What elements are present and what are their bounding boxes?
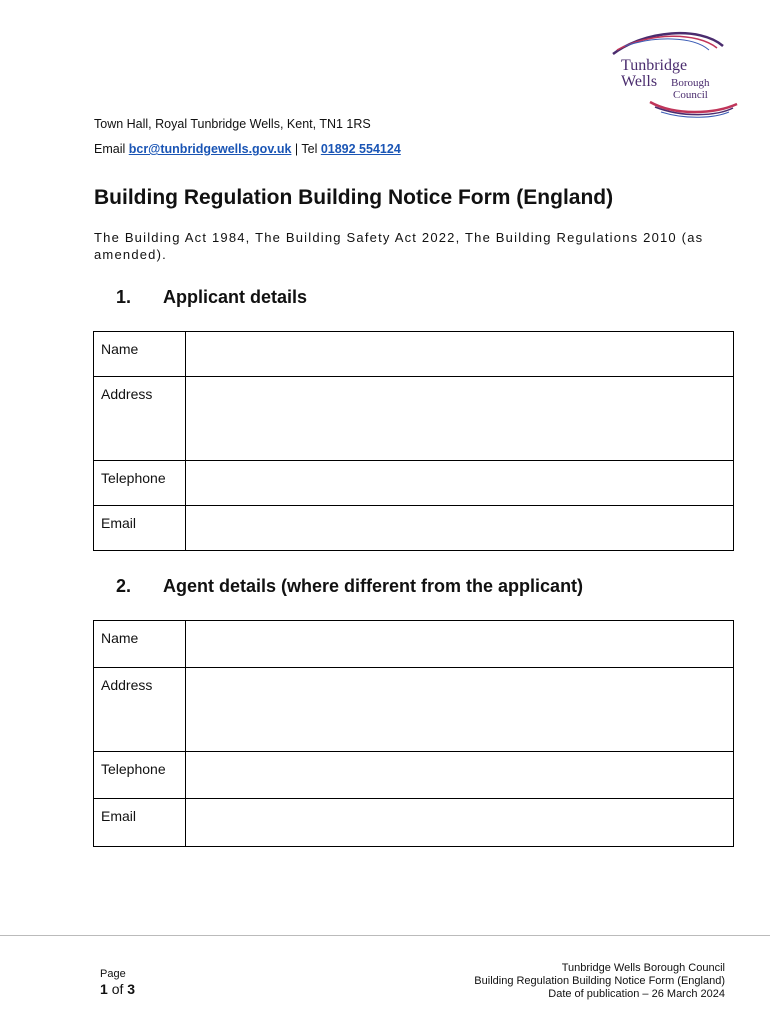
- field-label-name: Name: [94, 332, 186, 377]
- logo-text-borough: Borough: [671, 77, 710, 89]
- table-row: [94, 461, 734, 506]
- intro-text: The Building Act 1984, The Building Safety Act 2022, The Building Regulations 2010 (as amended).: [94, 230, 704, 262]
- field-label-telephone: Telephone: [94, 461, 186, 506]
- page-of: of: [111, 981, 124, 997]
- applicant-name-field[interactable]: [186, 332, 734, 377]
- council-logo: [605, 28, 745, 120]
- agent-name-field[interactable]: [186, 621, 734, 668]
- agent-telephone-field[interactable]: [186, 752, 734, 799]
- table-row: [94, 621, 734, 668]
- footer-divider: [0, 935, 770, 936]
- applicant-email-field[interactable]: [186, 506, 734, 551]
- table-row: [94, 377, 734, 461]
- page-label: Page: [100, 968, 126, 980]
- telephone-link[interactable]: 01892 554124: [320, 142, 401, 156]
- field-label-email: Email: [94, 506, 186, 551]
- contact-line: [94, 142, 401, 156]
- tel-prefix: | Tel: [291, 142, 321, 156]
- logo-text-line1: Tunbridge: [621, 57, 688, 74]
- logo-text-line2: Wells: [621, 73, 658, 90]
- field-label-address: Address: [94, 377, 186, 461]
- table-row: [94, 506, 734, 551]
- footer-info: [474, 962, 725, 1001]
- applicant-address-field[interactable]: [186, 377, 734, 461]
- footer-document-title: Building Regulation Building Notice Form (England): [474, 975, 725, 987]
- section-1-title: Applicant details: [163, 287, 308, 307]
- table-row: [94, 332, 734, 377]
- applicant-details-table: [93, 331, 734, 551]
- council-address: Town Hall, Royal Tunbridge Wells, Kent, TN1 1RS: [94, 117, 371, 131]
- page-counter: [100, 981, 135, 997]
- field-label-telephone: Telephone: [94, 752, 186, 799]
- email-link[interactable]: bcr@tunbridgewells.gov.uk: [128, 142, 292, 156]
- section-1-number: 1.: [116, 287, 132, 307]
- footer-org: Tunbridge Wells Borough Council: [561, 962, 725, 974]
- table-row: [94, 799, 734, 847]
- field-label-address: Address: [94, 668, 186, 752]
- section-2-number: 2.: [116, 576, 132, 596]
- page-title: Building Regulation Building Notice Form (England): [94, 186, 614, 209]
- field-label-email: Email: [94, 799, 186, 847]
- applicant-telephone-field[interactable]: [186, 461, 734, 506]
- agent-email-field[interactable]: [186, 799, 734, 847]
- agent-address-field[interactable]: [186, 668, 734, 752]
- section-2-title: Agent details (where different from the applicant): [163, 576, 584, 596]
- table-row: [94, 752, 734, 799]
- logo-text-council: Council: [673, 89, 708, 101]
- table-row: [94, 668, 734, 752]
- page-current: 1: [100, 981, 108, 997]
- agent-details-table: [93, 620, 734, 847]
- footer-publication-date: Date of publication – 26 March 2024: [548, 988, 725, 1000]
- page-total: 3: [127, 981, 136, 997]
- email-prefix: Email: [94, 142, 129, 156]
- field-label-name: Name: [94, 621, 186, 668]
